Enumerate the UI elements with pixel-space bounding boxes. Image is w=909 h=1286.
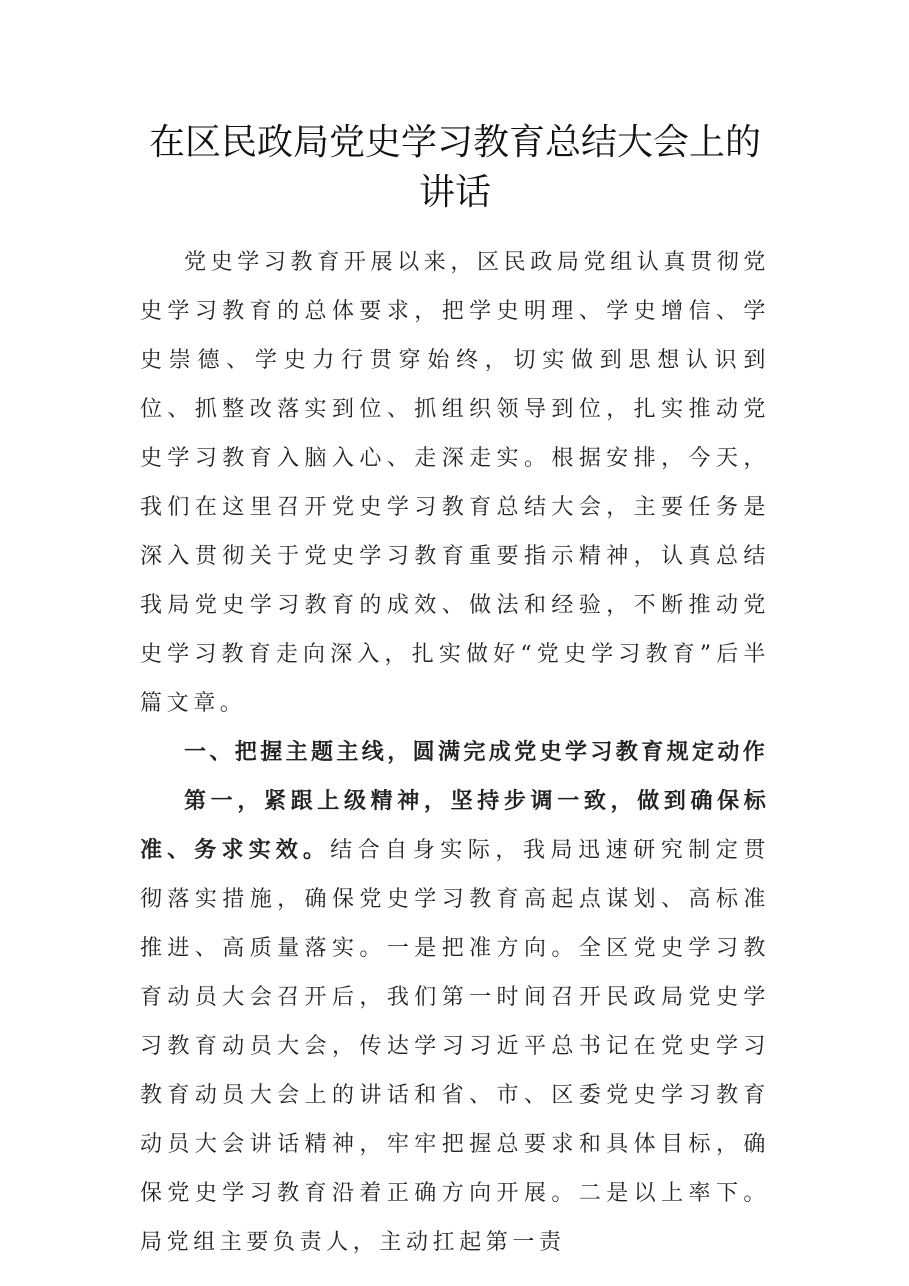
point-body: 结合自身实际，我局迅速研究制定贯彻落实措施，确保党史学习教育高起点谋划、高标准推进、高质量落实。一是把准方向。全区党史学习教育动员大会召开后，我们第一时间召开民政局党史学习教育动员大会，传达学习习近平总书记在党史学习教育动员大会上的讲话和省、市、区委党史学习教育动员大会讲话精神，牢牢把握总要求和具体目标，确保党史学习教育沿着正确方向开展。二是以上率下。局党组主要负责人，主动扛起第一责 bbox=[140, 838, 770, 1255]
section-heading: 一、把握主题主线，圆满完成党史学习教育规定动作 bbox=[184, 740, 769, 765]
document-title: 在区民政局党史学习教育总结大会上的讲话 bbox=[148, 122, 761, 213]
point-lead: 第一，紧跟上级精神，坚持步调一致，做到确保标准、务求实效。 bbox=[140, 789, 770, 863]
point-paragraph bbox=[140, 777, 770, 1267]
intro-paragraph: 党史学习教育开展以来，区民政局党组认真贯彻党史学习教育的总体要求，把学史明理、学史增信、学史崇德、学史力行贯穿始终，切实做到思想认识到位、抓整改落实到位、抓组织领导到位，扎实推动党史学习教育入脑入心、走深走实。根据安排，今天，我们在这里召开党史学习教育总结大会，主要任务是深入贯彻关于党史学习教育重要指示精神，认真总结我局党史学习教育的成效、做法和经验，不断推动党史学习教育走向深入，扎实做好“党史学习教育”后半篇文章。 bbox=[140, 250, 770, 716]
document-body bbox=[140, 238, 770, 1267]
